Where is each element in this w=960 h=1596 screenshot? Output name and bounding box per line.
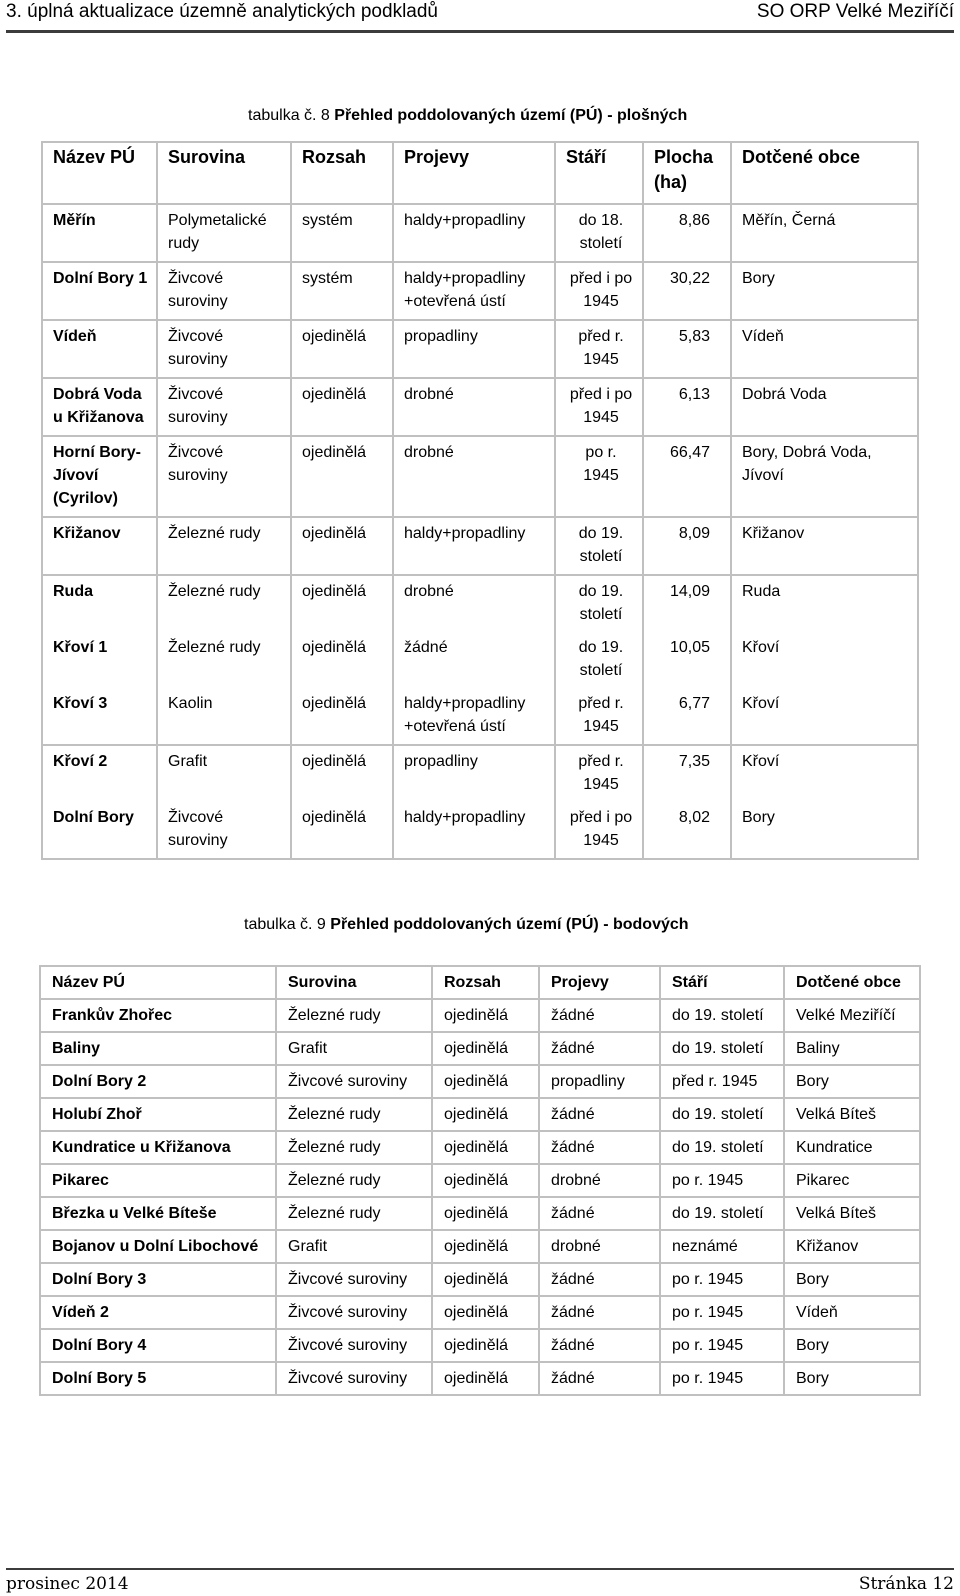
cell-stari: před r. 1945 <box>555 688 643 745</box>
cell-surovina: Živcové suroviny <box>276 1296 432 1329</box>
cell-obce: Křoví <box>731 688 918 745</box>
cell-projevy: žádné <box>539 1263 660 1296</box>
table-row <box>40 1164 920 1197</box>
cell-rozsah: ojedinělá <box>432 1296 539 1329</box>
cell-obce: Dobrá Voda <box>731 378 918 436</box>
cell-stari: do 19. století <box>555 517 643 575</box>
column-header: Rozsah <box>432 966 539 999</box>
cell-projevy: propadliny <box>539 1065 660 1098</box>
cell-surovina: Živcové suroviny <box>157 262 291 320</box>
cell-name: Březka u Velké Bíteše <box>40 1197 276 1230</box>
table2-caption-title: Přehled poddolovaných území (PÚ) - bodových <box>330 916 689 933</box>
cell-name: Dolní Bory 2 <box>40 1065 276 1098</box>
cell-name: Dobrá Voda u Křižanova <box>42 378 157 436</box>
table1-caption <box>248 106 687 126</box>
cell-stari: do 19. století <box>555 632 643 688</box>
organization-name: SO ORP Velké Meziříčí <box>756 1 954 22</box>
cell-name: Pikarec <box>40 1164 276 1197</box>
cell-rozsah: ojedinělá <box>291 320 393 378</box>
cell-obce: Ruda <box>731 575 918 632</box>
column-header: Projevy <box>539 966 660 999</box>
cell-surovina: Živcové suroviny <box>157 320 291 378</box>
table-row <box>42 632 918 688</box>
cell-projevy: žádné <box>539 1362 660 1395</box>
cell-name: Vídeň <box>42 320 157 378</box>
cell-projevy: žádné <box>539 999 660 1032</box>
cell-surovina: Polymetalické rudy <box>157 204 291 262</box>
column-header: Stáří <box>555 142 643 204</box>
cell-projevy: žádné <box>539 1032 660 1065</box>
cell-projevy: žádné <box>539 1131 660 1164</box>
cell-surovina: Železné rudy <box>276 999 432 1032</box>
table-row <box>40 1098 920 1131</box>
cell-rozsah: ojedinělá <box>432 1329 539 1362</box>
cell-plocha: 8,86 <box>643 204 731 262</box>
cell-rozsah: ojedinělá <box>291 802 393 859</box>
cell-surovina: Železné rudy <box>157 632 291 688</box>
cell-obce: Velké Meziříčí <box>784 999 920 1032</box>
cell-obce: Křoví <box>731 745 918 802</box>
cell-surovina: Železné rudy <box>157 517 291 575</box>
cell-stari: před r. 1945 <box>555 745 643 802</box>
cell-surovina: Železné rudy <box>276 1131 432 1164</box>
page-number: Stránka 12 <box>858 1574 954 1594</box>
table-plosne <box>41 141 919 860</box>
cell-rozsah: ojedinělá <box>432 999 539 1032</box>
cell-projevy: drobné <box>539 1230 660 1263</box>
cell-projevy: drobné <box>393 378 555 436</box>
table-row <box>42 575 918 632</box>
cell-rozsah: ojedinělá <box>291 632 393 688</box>
column-header: Projevy <box>393 142 555 204</box>
table-row <box>40 1065 920 1098</box>
cell-name: Křoví 3 <box>42 688 157 745</box>
cell-surovina: Kaolin <box>157 688 291 745</box>
cell-stari: před i po 1945 <box>555 802 643 859</box>
cell-rozsah: ojedinělá <box>432 1230 539 1263</box>
cell-stari: do 19. století <box>660 999 784 1032</box>
cell-surovina: Živcové suroviny <box>276 1329 432 1362</box>
column-header: Název PÚ <box>42 142 157 204</box>
table-row <box>42 517 918 575</box>
column-header: Surovina <box>157 142 291 204</box>
cell-rozsah: ojedinělá <box>291 688 393 745</box>
cell-surovina: Živcové suroviny <box>276 1263 432 1296</box>
cell-stari: po r. 1945 <box>660 1296 784 1329</box>
cell-plocha: 6,13 <box>643 378 731 436</box>
column-header: Rozsah <box>291 142 393 204</box>
table1-header-row <box>42 142 918 204</box>
cell-surovina: Železné rudy <box>157 575 291 632</box>
cell-rozsah: ojedinělá <box>432 1131 539 1164</box>
cell-rozsah: ojedinělá <box>432 1164 539 1197</box>
column-header: Plocha (ha) <box>643 142 731 204</box>
cell-obce: Vídeň <box>731 320 918 378</box>
cell-projevy: drobné <box>539 1164 660 1197</box>
cell-name: Baliny <box>40 1032 276 1065</box>
cell-name: Dolní Bory 3 <box>40 1263 276 1296</box>
cell-name: Horní Bory-Jívoví (Cyrilov) <box>42 436 157 517</box>
cell-obce: Vídeň <box>784 1296 920 1329</box>
cell-name: Dolní Bory 5 <box>40 1362 276 1395</box>
cell-surovina: Železné rudy <box>276 1098 432 1131</box>
cell-obce: Bory <box>784 1263 920 1296</box>
cell-rozsah: ojedinělá <box>432 1362 539 1395</box>
cell-rozsah: ojedinělá <box>291 436 393 517</box>
cell-obce: Bory <box>784 1065 920 1098</box>
cell-surovina: Železné rudy <box>276 1164 432 1197</box>
column-header: Dotčené obce <box>731 142 918 204</box>
table-row <box>42 204 918 262</box>
cell-rozsah: ojedinělá <box>291 575 393 632</box>
cell-stari: po r. 1945 <box>660 1263 784 1296</box>
cell-surovina: Živcové suroviny <box>276 1362 432 1395</box>
cell-rozsah: systém <box>291 262 393 320</box>
table-row <box>42 320 918 378</box>
cell-name: Vídeň 2 <box>40 1296 276 1329</box>
cell-obce: Velká Bíteš <box>784 1197 920 1230</box>
cell-name: Dolní Bory 1 <box>42 262 157 320</box>
cell-rozsah: ojedinělá <box>291 745 393 802</box>
cell-stari: před i po 1945 <box>555 378 643 436</box>
cell-plocha: 5,83 <box>643 320 731 378</box>
table-row <box>40 999 920 1032</box>
table-row <box>40 1329 920 1362</box>
cell-rozsah: systém <box>291 204 393 262</box>
cell-surovina: Železné rudy <box>276 1197 432 1230</box>
cell-stari: před r. 1945 <box>555 320 643 378</box>
cell-stari: po r. 1945 <box>660 1329 784 1362</box>
cell-name: Křoví 2 <box>42 745 157 802</box>
column-header: Název PÚ <box>40 966 276 999</box>
cell-name: Bojanov u Dolní Libochové <box>40 1230 276 1263</box>
table1-caption-prefix: tabulka č. 8 <box>248 107 330 124</box>
cell-surovina: Živcové suroviny <box>157 802 291 859</box>
cell-projevy: drobné <box>393 436 555 517</box>
cell-stari: do 19. století <box>555 575 643 632</box>
table-row <box>42 436 918 517</box>
footer-date: prosinec 2014 <box>6 1574 129 1594</box>
table-row <box>42 802 918 859</box>
table-row <box>42 262 918 320</box>
cell-stari: do 19. století <box>660 1032 784 1065</box>
cell-rozsah: ojedinělá <box>291 378 393 436</box>
cell-stari: do 19. století <box>660 1197 784 1230</box>
cell-obce: Křižanov <box>784 1230 920 1263</box>
cell-surovina: Grafit <box>276 1032 432 1065</box>
cell-projevy: žádné <box>539 1098 660 1131</box>
cell-plocha: 7,35 <box>643 745 731 802</box>
table-row <box>42 688 918 745</box>
cell-projevy: haldy+propadliny +otevřená ústí <box>393 262 555 320</box>
cell-obce: Baliny <box>784 1032 920 1065</box>
cell-obce: Bory <box>731 262 918 320</box>
column-header: Stáří <box>660 966 784 999</box>
cell-surovina: Živcové suroviny <box>157 436 291 517</box>
cell-obce: Křižanov <box>731 517 918 575</box>
cell-rozsah: ojedinělá <box>432 1032 539 1065</box>
cell-stari: po r. 1945 <box>660 1164 784 1197</box>
cell-name: Holubí Zhoř <box>40 1098 276 1131</box>
table-row <box>40 1263 920 1296</box>
cell-obce: Pikarec <box>784 1164 920 1197</box>
table-row <box>40 1296 920 1329</box>
cell-projevy: propadliny <box>393 745 555 802</box>
cell-obce: Bory <box>784 1329 920 1362</box>
cell-plocha: 8,02 <box>643 802 731 859</box>
cell-stari: do 19. století <box>660 1098 784 1131</box>
cell-projevy: žádné <box>539 1296 660 1329</box>
table-row <box>40 1230 920 1263</box>
cell-projevy: žádné <box>539 1329 660 1362</box>
table-row <box>42 745 918 802</box>
cell-projevy: haldy+propadliny <box>393 204 555 262</box>
table-row <box>42 378 918 436</box>
cell-stari: neznámé <box>660 1230 784 1263</box>
cell-obce: Kundratice <box>784 1131 920 1164</box>
cell-projevy: haldy+propadliny +otevřená ústí <box>393 688 555 745</box>
cell-obce: Křoví <box>731 632 918 688</box>
table-bodove <box>39 965 921 1396</box>
cell-projevy: žádné <box>393 632 555 688</box>
cell-name: Frankův Zhořec <box>40 999 276 1032</box>
cell-stari: před i po 1945 <box>555 262 643 320</box>
cell-projevy: haldy+propadliny <box>393 802 555 859</box>
cell-projevy: drobné <box>393 575 555 632</box>
column-header: Dotčené obce <box>784 966 920 999</box>
cell-plocha: 6,77 <box>643 688 731 745</box>
cell-surovina: Živcové suroviny <box>157 378 291 436</box>
cell-name: Dolní Bory 4 <box>40 1329 276 1362</box>
cell-stari: po r. 1945 <box>555 436 643 517</box>
cell-obce: Bory, Dobrá Voda, Jívoví <box>731 436 918 517</box>
cell-rozsah: ojedinělá <box>432 1197 539 1230</box>
page-header <box>6 0 954 33</box>
cell-projevy: propadliny <box>393 320 555 378</box>
column-header: Surovina <box>276 966 432 999</box>
cell-rozsah: ojedinělá <box>432 1065 539 1098</box>
cell-plocha: 30,22 <box>643 262 731 320</box>
cell-plocha: 10,05 <box>643 632 731 688</box>
cell-projevy: žádné <box>539 1197 660 1230</box>
cell-name: Dolní Bory <box>42 802 157 859</box>
cell-obce: Měřín, Černá <box>731 204 918 262</box>
cell-rozsah: ojedinělá <box>291 517 393 575</box>
cell-stari: do 18. století <box>555 204 643 262</box>
cell-rozsah: ojedinělá <box>432 1263 539 1296</box>
cell-obce: Bory <box>731 802 918 859</box>
table-row <box>40 1131 920 1164</box>
table2-caption-prefix: tabulka č. 9 <box>244 916 326 933</box>
cell-name: Ruda <box>42 575 157 632</box>
cell-name: Křoví 1 <box>42 632 157 688</box>
cell-obce: Velká Bíteš <box>784 1098 920 1131</box>
page-footer <box>6 1568 954 1594</box>
cell-surovina: Grafit <box>157 745 291 802</box>
table-row <box>40 1197 920 1230</box>
cell-name: Kundratice u Křižanova <box>40 1131 276 1164</box>
cell-surovina: Živcové suroviny <box>276 1065 432 1098</box>
cell-plocha: 14,09 <box>643 575 731 632</box>
cell-obce: Bory <box>784 1362 920 1395</box>
table2-header-row <box>40 966 920 999</box>
cell-surovina: Grafit <box>276 1230 432 1263</box>
document-title: 3. úplná aktualizace územně analytických podkladů <box>6 1 438 22</box>
cell-name: Křižanov <box>42 517 157 575</box>
cell-rozsah: ojedinělá <box>432 1098 539 1131</box>
cell-stari: před r. 1945 <box>660 1065 784 1098</box>
table1-caption-title: Přehled poddolovaných území (PÚ) - plošných <box>334 107 688 124</box>
table-row <box>40 1032 920 1065</box>
table-row <box>40 1362 920 1395</box>
cell-stari: do 19. století <box>660 1131 784 1164</box>
table2-caption <box>244 915 689 935</box>
cell-name: Měřín <box>42 204 157 262</box>
cell-plocha: 8,09 <box>643 517 731 575</box>
cell-plocha: 66,47 <box>643 436 731 517</box>
cell-stari: po r. 1945 <box>660 1362 784 1395</box>
cell-projevy: haldy+propadliny <box>393 517 555 575</box>
